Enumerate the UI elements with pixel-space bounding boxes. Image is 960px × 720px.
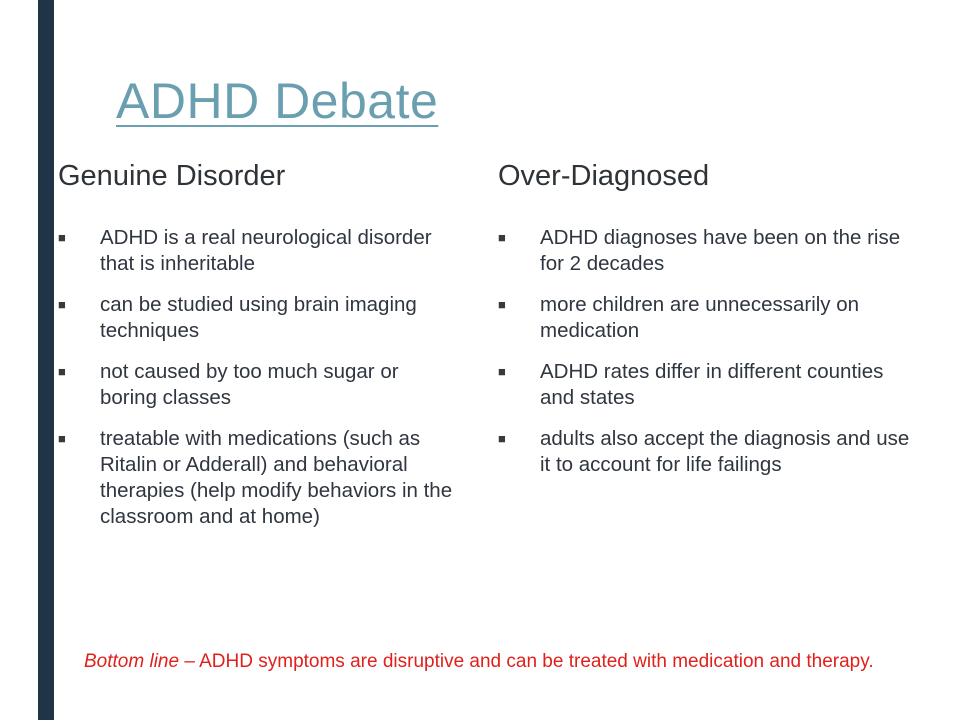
bottom-line-label: Bottom line [84, 651, 180, 672]
square-bullet-icon: ■ [58, 297, 66, 312]
list-item-text: not caused by too much sugar or boring classes [100, 360, 399, 409]
square-bullet-icon: ■ [58, 230, 66, 245]
accent-bar [38, 0, 54, 720]
list-item-text: adults also accept the diagnosis and use it to account for life failings [540, 427, 910, 476]
list-item-text: ADHD rates differ in different counties and states [540, 360, 884, 409]
list-item [498, 292, 918, 344]
list-item-text: more children are unnecessarily on medication [540, 293, 860, 342]
list-item-text: can be studied using brain imaging techniques [100, 293, 417, 342]
list-item [58, 225, 458, 277]
list-item-text: ADHD is a real neurological disorder that is inheritable [100, 226, 432, 275]
bottom-line-text: – ADHD symptoms are disruptive and can be treated with medication and therapy. [179, 651, 874, 672]
list-item [498, 426, 918, 478]
slide-title-link[interactable]: ADHD Debate [116, 73, 439, 129]
over-diagnosed-list [498, 225, 918, 478]
genuine-disorder-heading: Genuine Disorder [58, 160, 286, 192]
square-bullet-icon: ■ [58, 431, 66, 446]
square-bullet-icon: ■ [498, 297, 506, 312]
genuine-disorder-list [58, 225, 458, 530]
list-item [58, 359, 458, 411]
over-diagnosed-column [498, 160, 918, 493]
list-item [498, 359, 918, 411]
list-item [498, 225, 918, 277]
genuine-disorder-column [58, 160, 458, 545]
bottom-line-note [84, 648, 924, 676]
list-item-text: treatable with medications (such as Ritalin or Adderall) and behavioral therapies (help modify behaviors in the classroom and at home) [100, 427, 453, 528]
square-bullet-icon: ■ [498, 230, 506, 245]
over-diagnosed-heading: Over-Diagnosed [498, 160, 710, 192]
square-bullet-icon: ■ [498, 431, 506, 446]
square-bullet-icon: ■ [498, 364, 506, 379]
list-item-text: ADHD diagnoses have been on the rise for 2 decades [540, 226, 901, 275]
list-item [58, 292, 458, 344]
square-bullet-icon: ■ [58, 364, 66, 379]
list-item [58, 426, 458, 530]
